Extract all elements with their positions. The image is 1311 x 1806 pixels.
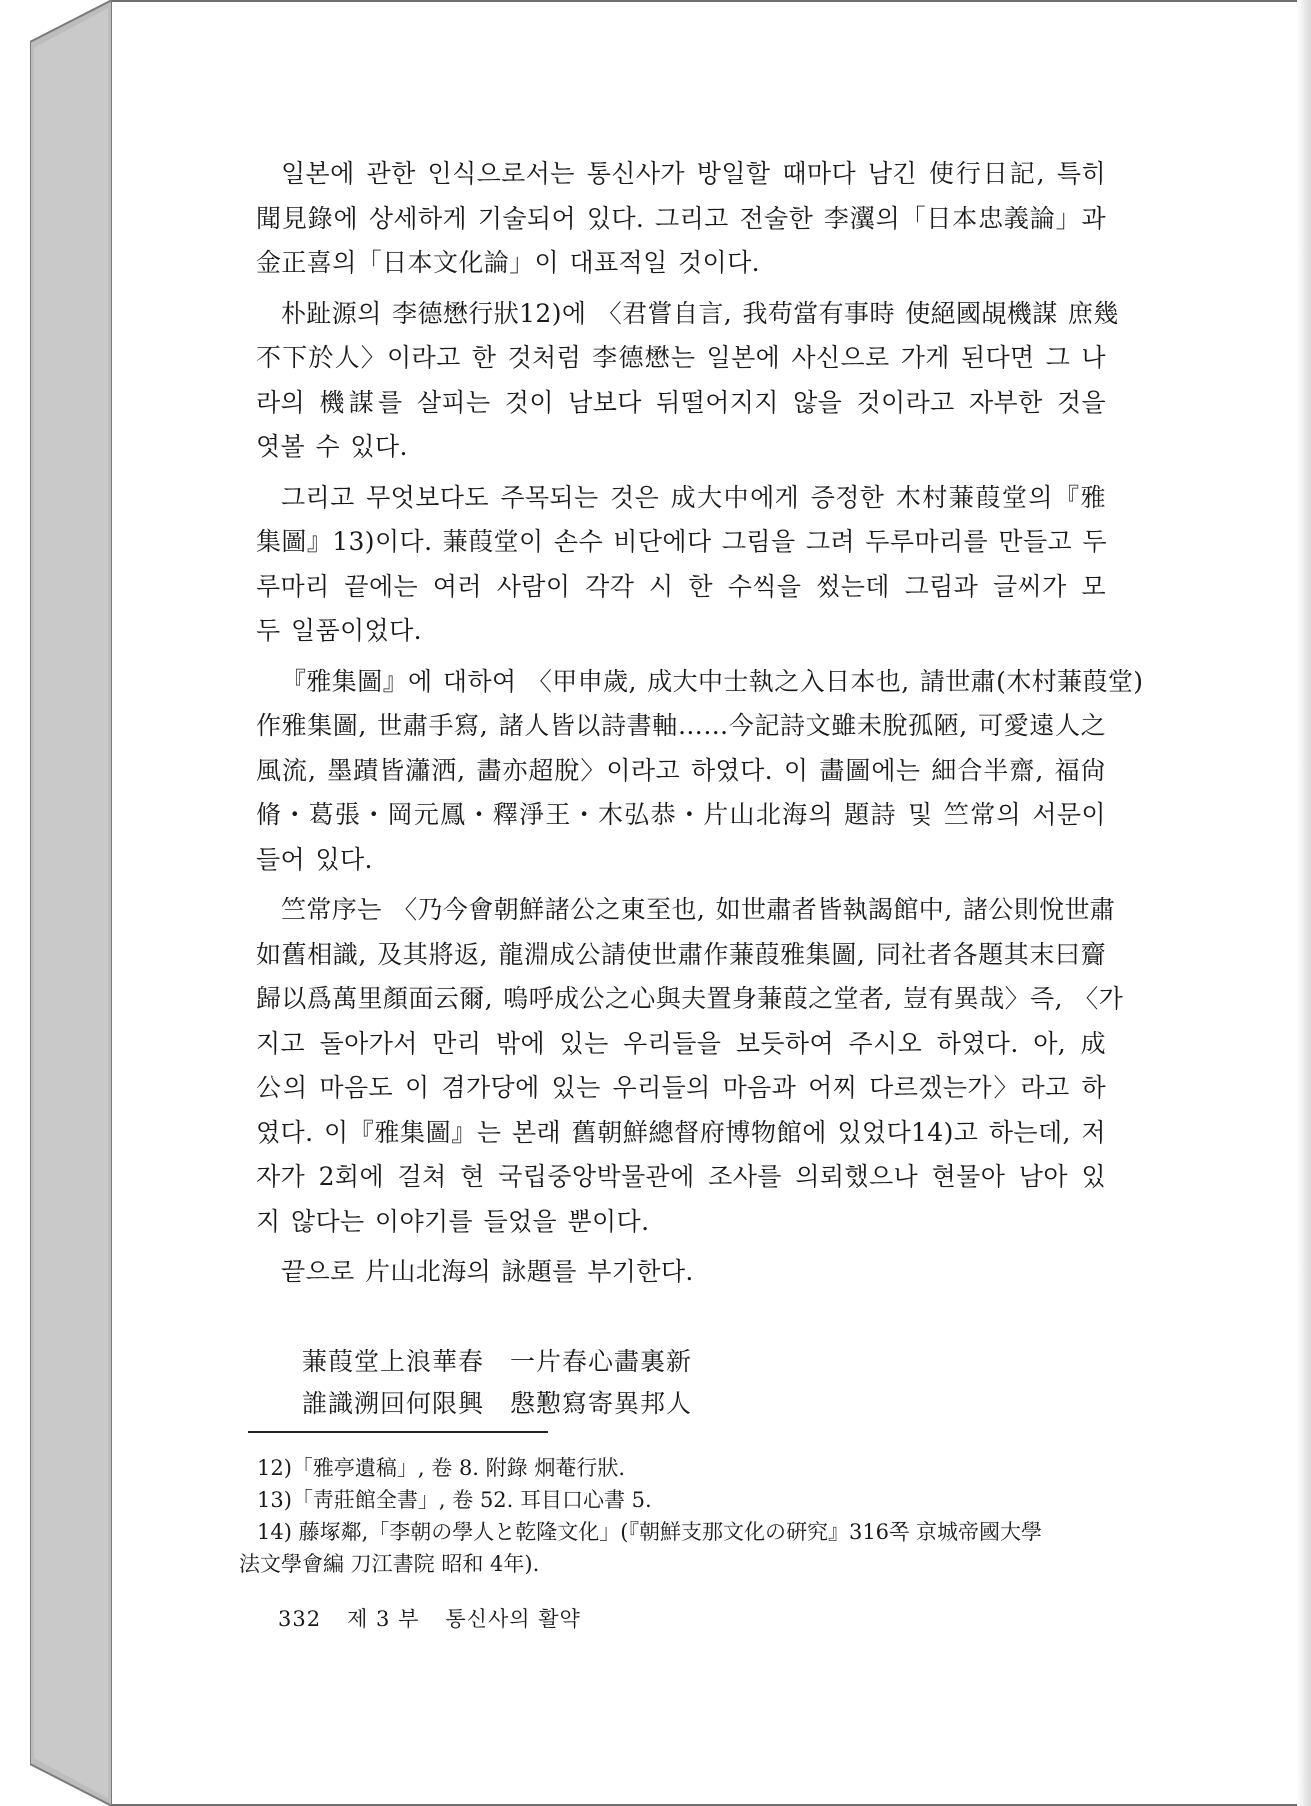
text-line: 일본에 관한 인식으로서는 통신사가 방일할 때마다 남긴 使行日記, 특히 (281, 159, 1106, 188)
paragraph-5 (256, 888, 1124, 1244)
text-line: 作雅集圖, 世肅手寫, 諸人皆以詩書軸……今記詩文雖未脫孤陋, 可愛遠人之 (256, 711, 1106, 740)
footnote-12: 12)「雅亭遺稿」, 卷 8. 附錄 炯菴行狀. (257, 1456, 626, 1480)
footnote-14-continued: 法文學會編 刀江書院 昭和 4年). (239, 1552, 540, 1576)
page-body (256, 152, 1144, 1425)
paragraph-6 (256, 1250, 1106, 1295)
chapter-title: 통신사의 활약 (445, 1607, 581, 1631)
text-line: 風流, 墨蹟皆瀟洒, 畵亦超脫〉이라고 하였다. 이 畵圖에는 細合半齋, 福尙 (256, 755, 1106, 785)
text-line: 들어 있다. (256, 844, 373, 874)
footnote-14: 14) 藤塚鄰,「李朝の學人と乾隆文化」(『朝鮮支那文化の硏究』316쪽 京城帝國大學 (257, 1520, 1042, 1544)
text-line: 如舊相識, 及其將返, 龍淵成公請使世肅作蒹葭雅集圖, 同社者各題其末曰齎 (256, 939, 1106, 969)
paragraph-1 (256, 152, 1106, 286)
text-line: 끝으로 片山北海의 詠題를 부기한다. (281, 1257, 694, 1286)
book-spine-shape (30, 0, 112, 1806)
footnotes (239, 1452, 1187, 1580)
paragraph-2 (256, 292, 1119, 470)
text-line: 聞見錄에 상세하게 기술되어 있다. 그리고 전술한 李瀷의「日本忠義論」과 (256, 203, 1106, 233)
text-line: 였다. 이『雅集圖』는 본래 舊朝鮮總督府博物館에 있었다14)고 하는데, 저 (256, 1117, 1106, 1147)
page-number: 332 (278, 1607, 322, 1631)
page-edge-shadow (1297, 0, 1311, 1806)
text-line: 루마리 끝에는 여러 사람이 각각 시 한 수씩을 썼는데 그림과 글씨가 모 (256, 571, 1106, 601)
paragraph-3 (256, 476, 1106, 654)
text-line: 라의 機謀를 살피는 것이 남보다 뒤떨어지지 않을 것이라고 자부한 것을 (256, 387, 1106, 417)
text-line: 그리고 무엇보다도 주목되는 것은 成大中에게 증정한 木村蒹葭堂의『雅 (281, 482, 1106, 512)
text-line: 金正喜의「日本文化論」이 대표적일 것이다. (256, 248, 760, 277)
text-line: 자가 2회에 걸쳐 현 국립중앙박물관에 조사를 의뢰했으나 현물아 남아 있 (256, 1162, 1106, 1191)
text-line: 엿볼 수 있다. (256, 432, 408, 461)
text-line: 集圖』13)이다. 蒹葭堂이 손수 비단에다 그림을 그려 두루마리를 만들고 두 (256, 527, 1107, 556)
text-line: 公의 마음도 이 겸가당에 있는 우리들의 마음과 어찌 다르겠는가〉라고 하 (256, 1073, 1106, 1102)
poem-line: 誰識溯回何限興 慇懃寫寄異邦人 (302, 1388, 693, 1418)
footnote-divider (248, 1431, 548, 1433)
text-line: 不下於人〉이라고 한 것처럼 李德懋는 일본에 사신으로 가게 된다면 그 나 (256, 343, 1106, 372)
text-line: 歸以爲萬里顏面云爾, 嗚呼成公之心與夫置身蒹葭之堂者, 豈有異哉〉즉, 〈가 (256, 984, 1124, 1013)
paragraph-4 (256, 660, 1144, 883)
text-line: 지고 돌아가서 만리 밖에 있는 우리들을 보듯하여 주시오 하였다. 아, 成 (256, 1028, 1106, 1058)
quoted-poem (256, 1341, 1106, 1425)
part-label: 제 3 부 (347, 1607, 420, 1631)
poem-line: 蒹葭堂上浪華春 一片春心畵裏新 (302, 1346, 693, 1376)
running-footer (278, 1603, 607, 1633)
text-line: 朴趾源의 李德懋行狀12)에 〈君嘗自言, 我苟當有事時 使絕國覘機謀 庶幾 (281, 298, 1119, 328)
text-line: 竺常序는 〈乃今會朝鮮諸公之東至也, 如世肅者皆執謁館中, 諸公則悅世肅 (281, 895, 1116, 924)
text-line: 『雅集圖』에 대하여 〈甲申歲, 成大中士執之入日本也, 請世肅(木村蒹葭堂) (281, 666, 1144, 696)
book-spine (30, 0, 112, 1806)
footnote-13: 13)「靑莊館全書」, 卷 52. 耳目口心書 5. (257, 1488, 652, 1512)
text-line: 지 않다는 이야기를 들었을 뿐이다. (256, 1206, 650, 1236)
text-line: 脩・葛張・岡元鳳・釋淨王・木弘恭・片山北海의 題詩 및 竺常의 서문이 (256, 800, 1106, 829)
text-line: 두 일품이었다. (256, 616, 422, 645)
